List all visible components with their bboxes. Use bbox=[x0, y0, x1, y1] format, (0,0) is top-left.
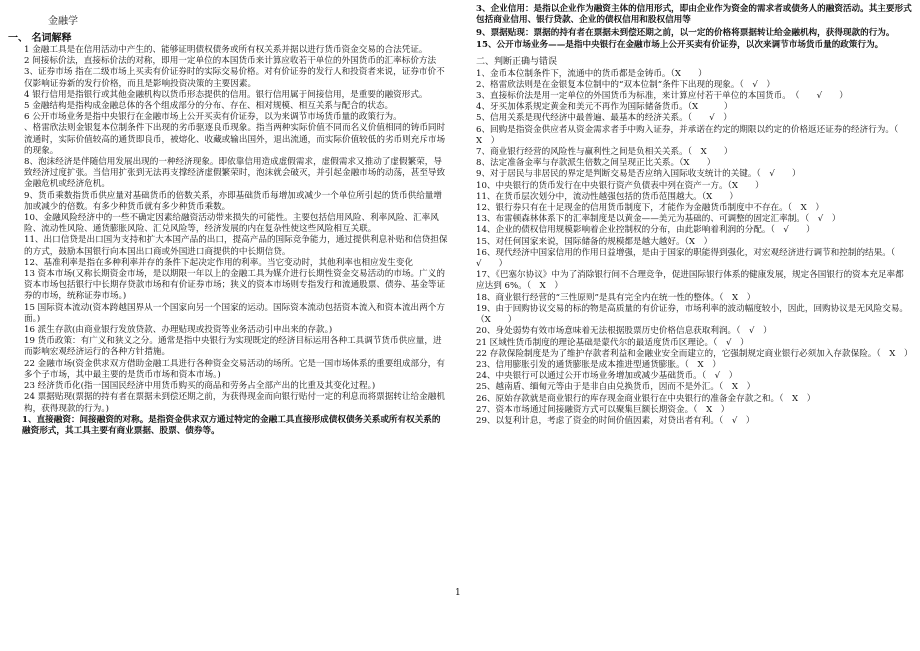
term-item: 16 派生存款(由商业银行发放贷款、办理贴现或投资等业务活动引申出来的存款。) bbox=[24, 325, 333, 336]
true-false-item: 3、直接标价法是用一定单位的外国货币为标准，来计算应付若干单位的本国货币。 （ √ ） bbox=[476, 91, 848, 102]
term-item: 5 金融结构是指构成金融总体的各个组成部分的分布、存在、相对规模、相互关系与配合的状态。 bbox=[24, 101, 394, 112]
true-false-item: 4、牙买加体系规定黄金和美元不再作为国际储备货币。（X ） bbox=[476, 102, 733, 113]
term-item: 13 资本市场(又称长期资金市场，是以期限一年以上的金融工具为媒介进行长期性资金交易活动的市场。广义的资本市场包括银行中长期存贷款市场和有价证券市场；狭义的资本市场则专指发行和流通股票、债券、基金等证券的市场，统称证券市场。) bbox=[24, 269, 446, 302]
bold-term-item: 3、企业信用：是指以企业作为融资主体的信用形式，即由企业作为资金的需求者或债务人的融资活动。其主要形式包括商业信用、银行贷款、企业的债权信用和股权信用等 bbox=[476, 4, 912, 26]
term-item: 2 间接标价法，直接标价法的对称，即用一定单位的本国货币来计算应收若干单位的外国货币的汇率标价方法 bbox=[24, 56, 437, 67]
term-item: 22 金融市场(资金供求双方借助金融工具进行各种资金交易活动的场所。它是一国市场体系的重要组成部分，有多个子市场，其中最主要的是货币市场和资本市场。) bbox=[24, 358, 445, 380]
true-false-item: 1、金币本位制条件下，流通中的货币都是金铸币。（X ） bbox=[476, 68, 707, 79]
page-number: 1 bbox=[455, 588, 461, 598]
term-item: 6 公开市场业务是指中央银行在金融市场上公开买卖有价证券，以为来调节市场货币量的政策行为。 bbox=[24, 112, 402, 123]
true-false-item: 10、中央银行的货币发行在中央银行资产负债表中列在资产一方。（X ） bbox=[476, 180, 764, 191]
right-column bbox=[462, 4, 912, 427]
true-false-item: 21 区域性货币制度的理论基础是蒙代尔的最适度货币区理论。（ √ ） bbox=[476, 337, 749, 348]
term-item: 8、泡沫经济是伴随信用发展出现的一种经济现象。即依靠信用造成虚假需求，虚假需求又推动了虚假繁荣，导致经济过度扩张。当信用扩张到无法再支撑经济虚假繁荣时，泡沫就会破灭，并引起金融市场的动荡，甚至导致金融危机或经济危机。 bbox=[24, 157, 446, 190]
left-column bbox=[8, 4, 448, 439]
true-false-item: 9、对于居民与非居民的界定是判断交易是否应纳入国际收支统计的关键。（ √ ） bbox=[476, 169, 801, 180]
term-item: 3、证券市场 指在二级市场上买卖有价证券时的实际交易价格。对有价证券的发行人和投资者来说，证券市价不仅影响证券新的发行价格，而且是影响投资决策的主要因素。 bbox=[24, 67, 445, 89]
true-false-item: 20、身处弱势有效市场意味着无法根据股票历史价格信息获取利润。（ √ ） bbox=[476, 326, 772, 337]
term-list bbox=[8, 45, 448, 415]
bold-term-item: 15、公开市场业务——是指中央银行在金融市场上公开买卖有价证券，以次来调节市场货币量的政策行为。 bbox=[476, 40, 884, 51]
true-false-item: 15、对任何国家来说，国际储备的规模都是越大越好。（X ） bbox=[476, 236, 713, 247]
true-false-item: 22 存款保险制度是为了维护存款者利益和金融业安全而建立的，它强制规定商业银行必须加入存款保险。（ X ） bbox=[476, 348, 913, 359]
true-false-item: 8、法定准备金率与存款派生倍数之间呈现正比关系。（X ） bbox=[476, 158, 716, 169]
true-false-list bbox=[462, 69, 912, 428]
true-false-item: 11、在货币层次划分中，流动性越强包括的货币范围越大。（X ） bbox=[476, 191, 738, 202]
term-item: 19 货币政策：有广义和狭义之分。通常是指中央银行为实现既定的经济目标运用各种工具调节货币供应量，进而影响宏观经济运行的各种方针措施。 bbox=[24, 336, 442, 358]
true-false-item: 6、回购是指资金供应者从资金需求者手中购入证券，并承诺在约定的期限以约定的价格返还证券的经济行为。（ X ） bbox=[476, 124, 907, 146]
true-false-item: 16、现代经济中国家信用的作用日益增强，是由于国家的职能得到强化，对宏观经济进行调节和控制的结果。（ √ ） bbox=[476, 247, 904, 270]
term-item: 4 银行信用是指银行或其他金融机构以货币形态提供的信用。银行信用属于间接信用，是重要的融资形式。 bbox=[24, 89, 428, 100]
section-heading-terms: 一、 名词解释 bbox=[8, 33, 72, 44]
true-false-item: 13、布雷顿森林体系下的汇率制度是以黄金——美元为基础的、可调整的固定汇率制。（ √ ） bbox=[476, 214, 841, 225]
true-false-item: 19、由于回购协议交易的标的物是高质量的有价证券，市场利率的波动幅度较小，因此，回购协议是无风险交易。（X ） bbox=[476, 303, 909, 326]
term-item: 、格雷欣法则金银复本位制条件下出现的劣币驱逐良币现象。指当两种实际价值不同而名义价值相同的铸币同时流通时，实际价值较高的通货即良币，被熔化、收藏或输出国外，退出流通，而实际价值较低的劣币则充斥市场的现象。 bbox=[24, 123, 446, 156]
bold-term-item: 9、票据贴现：票据的持有者在票据未到偿还期之前，以一定的价格将票据转让给金融机构，获得现款的行为。 bbox=[476, 27, 895, 38]
section-heading-true-false: 二、判断正确与错误 bbox=[476, 56, 558, 67]
true-false-item: 12、银行券只有在十足现金的信用货币制度下，才能作为金融货币制度中不存在。（ X ） bbox=[476, 203, 824, 214]
true-false-item: 23、信用膨胀引发的通货膨胀是成本推进型通货膨胀。（ X ） bbox=[476, 359, 721, 370]
true-false-item: 27、资本市场通过间接融资方式可以聚集巨额长期资金。（ X ） bbox=[476, 404, 730, 415]
term-item: 12、基准利率是指在多种利率并存的条件下起决定作用的利率。当它变动时，其他利率也相应发生变化 bbox=[24, 257, 414, 268]
true-false-item: 29、以复利计息，考虑了资金的时间价值因素，对贷出者有利。（ √ ） bbox=[476, 415, 755, 426]
true-false-item: 24、中央银行可以通过公开市场业务增加或减少基础货币。（ √ ） bbox=[476, 371, 738, 382]
term-item: 9、货币乘数指货币供应量对基础货币的倍数关系，亦即基础货币每增加或减少一个单位所引起的货币供给量增加或减少的倍数。有多少种货币就有多少种货币乘数。 bbox=[24, 190, 442, 212]
true-false-item: 26、原始存款就是商业银行的库存现金商业银行在中央银行的准备金存款之和。（ X ） bbox=[476, 393, 816, 404]
term-item: 10、金融风险经济中的一些不确定因素给融资活动带来损失的可能性。主要包括信用风险、利率风险、汇率风险、流动性风险、通货膨胀风险、汇兑风险等，经济发展的内在复杂性使这些风险相互关联。 bbox=[24, 213, 439, 235]
term-item: 11、出口信贷是出口国为支持和扩大本国产品的出口，提高产品的国际竞争能力，通过提供利息补贴和信贷担保的方式，鼓励本国银行向本国出口商或外国进口商提供的中长期信贷。 bbox=[24, 235, 448, 257]
true-false-item: 18、商业银行经营的“三性原则”是具有完全内在统一性的整体。（ X ） bbox=[476, 292, 756, 303]
term-item: 24 票据贴现(票据的持有者在票据未到偿还期之前，为获得现金而向银行贴付一定的利息而将票据转让给金融机构，获得现款的行为。) bbox=[24, 392, 445, 414]
term-item: 1 金融工具是在信用活动中产生的、能够证明债权债务或所有权关系并据以进行货币资金交易的合法凭证。 bbox=[24, 45, 428, 55]
document-title: 金融学 bbox=[48, 16, 78, 27]
true-false-item: 5、信用关系是现代经济中最普遍、最基本的经济关系。（ √ ） bbox=[476, 113, 732, 124]
term-item: 15 国际资本流动(资本跨越国界从一个国家向另一个国家的运动。国际资本流动包括资本流入和资本流出两个方面。) bbox=[24, 302, 445, 324]
true-false-item: 2、格雷欣法则是在金银复本位制中的“双本位制”条件下出现的现象。（ √ ） bbox=[476, 79, 776, 90]
true-false-item: 25、越南盾、缅甸元等由于是非自由兑换货币，因而不是外汇。（ X ） bbox=[476, 382, 756, 393]
true-false-item: 17、《巴塞尔协议》中为了消除银行间不合理竞争，促进国际银行体系的健康发展，规定各国银行的资本充足率都应达到 6%。（ X ） bbox=[476, 270, 904, 292]
true-false-item: 14、企业的债权信用规模影响着企业控制权的分布，由此影响着利润的分配。（ √ ） bbox=[476, 225, 815, 236]
bold-term-item: 1、直接融资：间接融资的对称。是指资金供求双方通过特定的金融工具直接形成债权债务关系或所有权关系的融资形式，其工具主要有商业票据、股票、债券等。 bbox=[22, 414, 441, 437]
true-false-item: 7、商业银行经营的风险性与赢利性之间是负相关关系。（ X ） bbox=[476, 147, 733, 158]
term-item: 23 经济货币化(指一国国民经济中用货币购买的商品和劳务占全部产出的比重及其变化过程。) bbox=[24, 381, 376, 392]
